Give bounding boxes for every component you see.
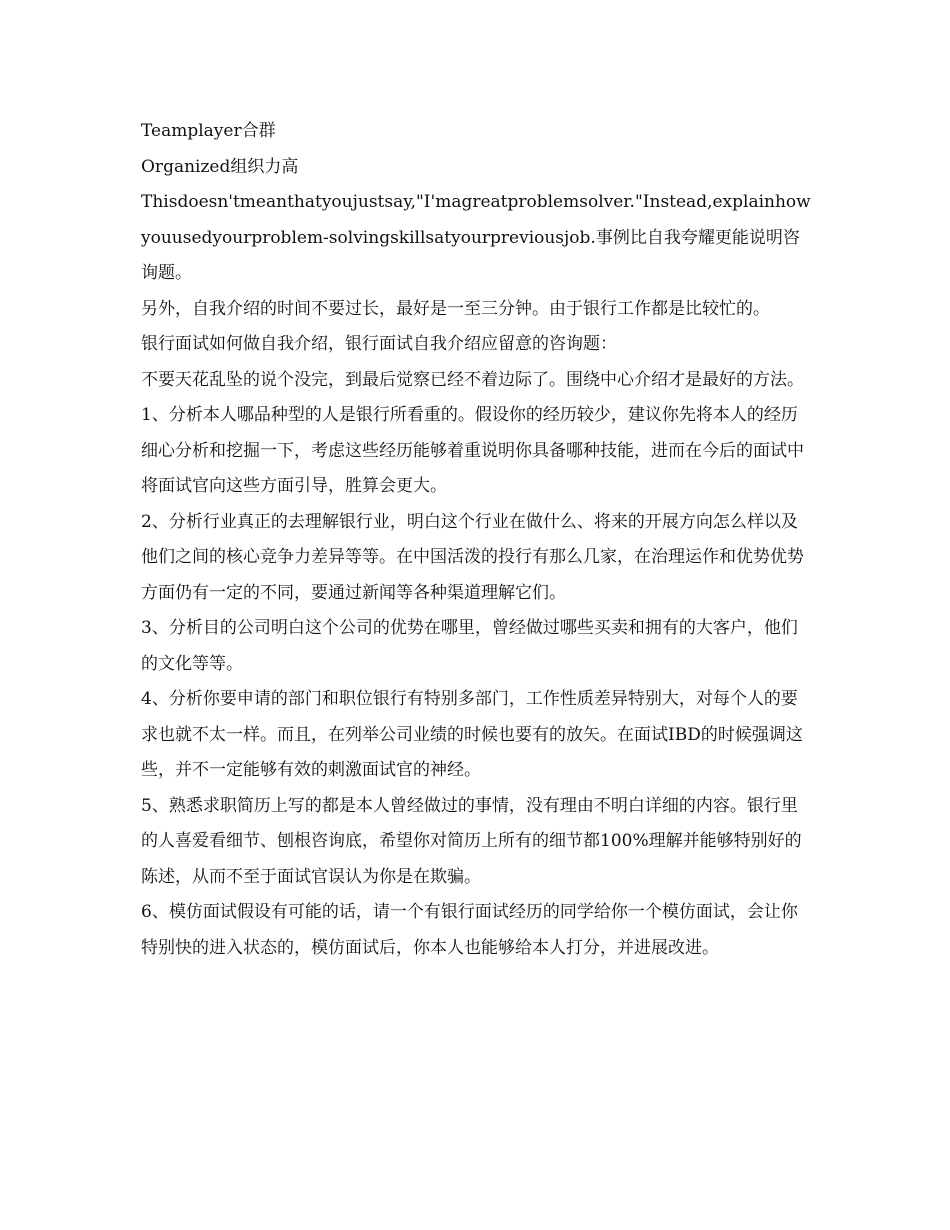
paragraph-teamplayer: Teamplayer合群: [141, 121, 276, 141]
paragraph-organized: Organized组织力高: [141, 156, 299, 177]
paragraph-point-2: 2、分析行业真正的去理解银行业，明白这个行业在做什么、将来的开展方向怎么样以及他们之间的核心竞争力差异等等。在中国活泼的投行有那么几家，在治理运作和优势优势方面仍有一定的不同，要通过新闻等各种渠道理解它们。: [141, 511, 804, 603]
paragraph-duration: 另外，自我介绍的时间不要过长，最好是一至三分钟。由于银行工作都是比较忙的。: [141, 298, 770, 319]
paragraph-point-4: 4、分析你要申请的部门和职位银行有特别多部门，工作性质差异特别大，对每个人的要求也就不太一样。而且，在列举公司业绩的时候也要有的放矢。在面试IBD的时候强调这些，并不一定能够有效的刺激面试官的神经。: [141, 689, 803, 780]
paragraph-point-5: 5、熟悉求职简历上写的都是本人曾经做过的事情，没有理由不明白详细的内容。银行里的人喜爱看细节、刨根咨询底，希望你对简历上所有的细节都100%理解并能够特别好的陈述，从而不至于面试官误认为你是在欺骗。: [141, 795, 802, 887]
paragraph-focus: 不要天花乱坠的说个没完，到最后觉察已经不着边际了。围绕中心介绍才是最好的方法。: [141, 369, 804, 390]
document-body: [141, 114, 811, 966]
paragraph-point-1: 1、分析本人哪品种型的人是银行所看重的。假设你的经历较少，建议你先将本人的经历细心分析和挖掘一下，考虑这些经历能够着重说明你具备哪种技能，进而在今后的面试中将面试官向这些方面引导，胜算会更大。: [141, 405, 804, 496]
paragraph-point-3: 3、分析目的公司明白这个公司的优势在哪里，曾经做过哪些买卖和拥有的大客户，他们的文化等等。: [141, 618, 798, 674]
paragraph-intro-heading: 银行面试如何做自我介绍，银行面试自我介绍应留意的咨询题：: [141, 334, 617, 354]
paragraph-point-6: 6、模仿面试假设有可能的话，请一个有银行面试经历的同学给你一个模仿面试，会让你特别快的进入状态的，模仿面试后，你本人也能够给本人打分，并进展改进。: [141, 902, 798, 958]
paragraph-problem-solver: Thisdoesn'tmeanthatyoujustsay,"I'magreatproblemsolver."Instead,explainhowyouusedyourproblem-solvingskillsatyourpreviousjob.事例比自我夸耀更能说明咨询题。: [141, 192, 811, 283]
